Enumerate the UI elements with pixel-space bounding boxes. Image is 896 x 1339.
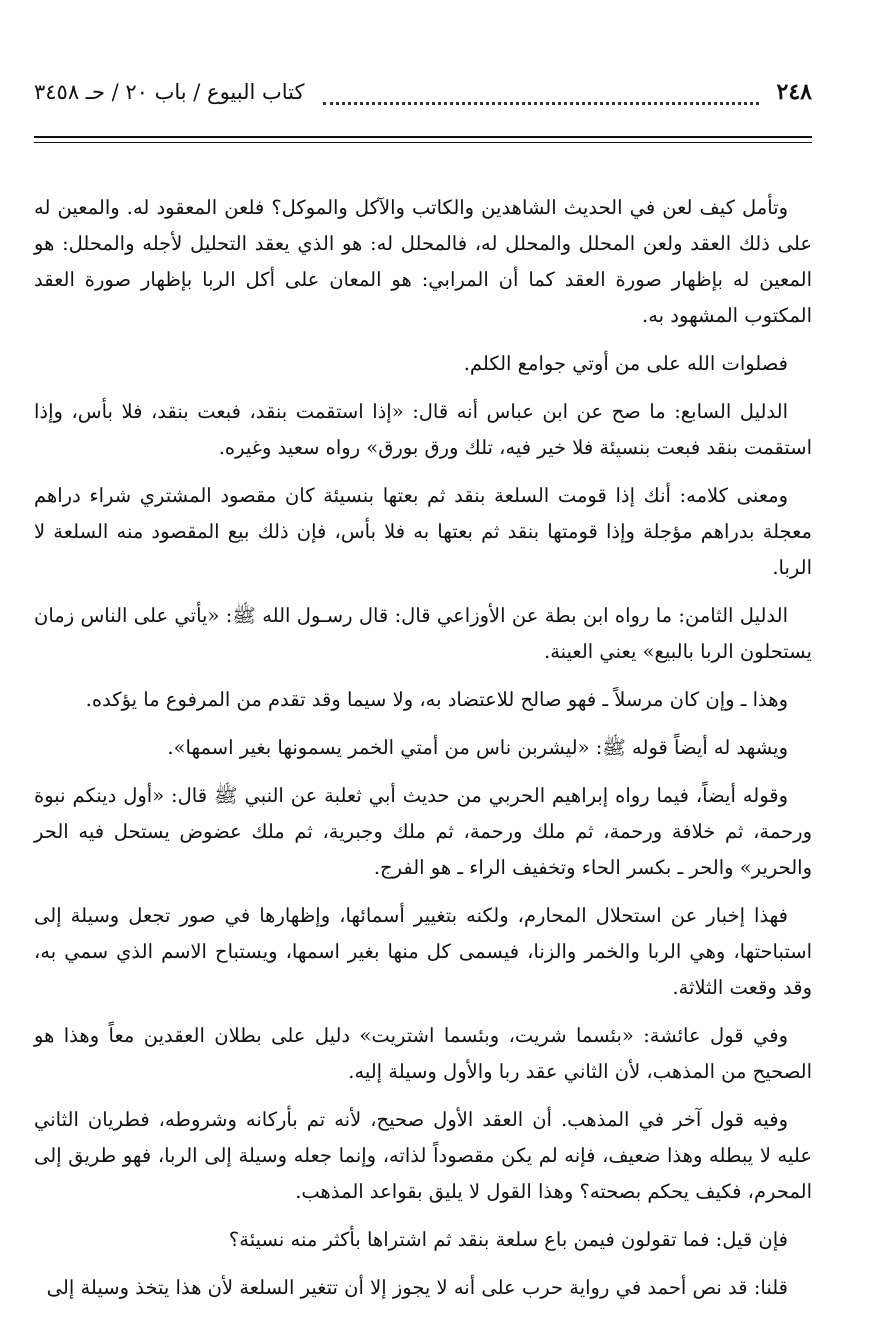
page-body (34, 190, 812, 1318)
paragraph: الدليل السابع: ما صح عن ابن عباس أنه قال: «إذا استقمت بنقد، فبعت بنقد، فلا بأس، وإذا استقمت بنقد فبعت بنسيئة فلا خير فيه، تلك ورق بورق» رواه سعيد وغيره. (34, 400, 812, 459)
paragraph: فهذا إخبار عن استحلال المحارم، ولكنه بتغيير أسمائها، وإظهارها في صور تجعل وسيلة إلى استباحتها، وهي الربا والخمر والزنا، فيسمى كل منها بغير اسمها، ويستباح الاسم الذي سمي به، وقد وقعت الثلاثة. (34, 904, 812, 999)
paragraph: وقوله أيضاً، فيما رواه إبراهيم الحربي من حديث أبي ثعلبة عن النبي ﷺ قال: «أول دينكم نبوة ورحمة، ثم خلافة ورحمة، ثم ملك ورحمة، ثم ملك وجبرية، ثم ملك عضوض يستحل فيه الحر والحرير» والحر ـ بكسر الحاء وتخفيف الراء ـ هو الفرج. (34, 784, 812, 879)
header-rule-thin (34, 142, 812, 143)
paragraph: وتأمل كيف لعن في الحديث الشاهدين والكاتب والآكل والموكل؟ فلعن المعقود له. والمعين له على ذلك العقد ولعن المحلل والمحلل له، فالمحلل له: هو الذي يعقد التحليل لأجله والمحلل: هو المعين له بإظهار صورة العقد كما أن المرابي: هو المعان على أكل الربا بإظهار صورة العقد المكتوب المشهود به. (34, 196, 812, 327)
page-header (34, 74, 812, 110)
paragraph: فصلوات الله على من أوتي جوامع الكلم. (463, 352, 788, 375)
paragraph: ويشهد له أيضاً قوله ﷺ: «ليشربن ناس من أمتي الخمر يسمونها بغير اسمها». (167, 736, 788, 759)
header-rule-thick (34, 136, 812, 138)
paragraph: وفيه قول آخر في المذهب. أن العقد الأول صحيح، لأنه تم بأركانه وشروطه، فطريان الثاني عليه لا يبطله وهذا ضعيف، فإنه لم يكن مقصوداً لذاته، وإنما جعله وسيلة إلى الربا، فهو طريق إلى المحرم، فكيف يحكم بصحته؟ وهذا القول لا يليق بقواعد المذهب. (34, 1108, 812, 1203)
header-dot-leader (323, 90, 759, 105)
paragraph: ومعنى كلامه: أنك إذا قومت السلعة بنقد ثم بعتها بنسيئة كان مقصود المشتري شراء دراهم معجلة بدراهم مؤجلة وإذا قومتها بنقد ثم بعتها به فلا بأس، فإن ذلك بيع المقصود منه السلعة لا الربا. (34, 484, 812, 579)
page-number: ٢٤٨ (776, 79, 812, 105)
paragraph: وفي قول عائشة: «بئسما شريت، وبئسما اشتريت» دليل على بطلان العقدين معاً وهذا هو الصحيح من المذهب، لأن الثاني عقد ربا والأول وسيلة إليه. (34, 1024, 812, 1083)
running-title: كتاب البيوع / باب ٢٠ / حـ ٣٤٥٨ (34, 80, 305, 104)
paragraph: الدليل الثامن: ما رواه ابن بطة عن الأوزاعي قال: قال رسـول الله ﷺ: «يأتي على الناس زمان يستحلون الربا بالبيع» يعني العينة. (34, 604, 812, 663)
paragraph: قلنا: قد نص أحمد في رواية حرب على أنه لا يجوز إلا أن تتغير السلعة لأن هذا يتخذ وسيلة إلى (46, 1276, 788, 1299)
paragraph: فإن قيل: فما تقولون فيمن باع سلعة بنقد ثم اشتراها بأكثر منه نسيئة؟ (228, 1228, 788, 1251)
paragraph: وهذا ـ وإن كان مرسلاً ـ فهو صالح للاعتضاد به، ولا سيما وقد تقدم من المرفوع ما يؤكده. (85, 688, 788, 711)
